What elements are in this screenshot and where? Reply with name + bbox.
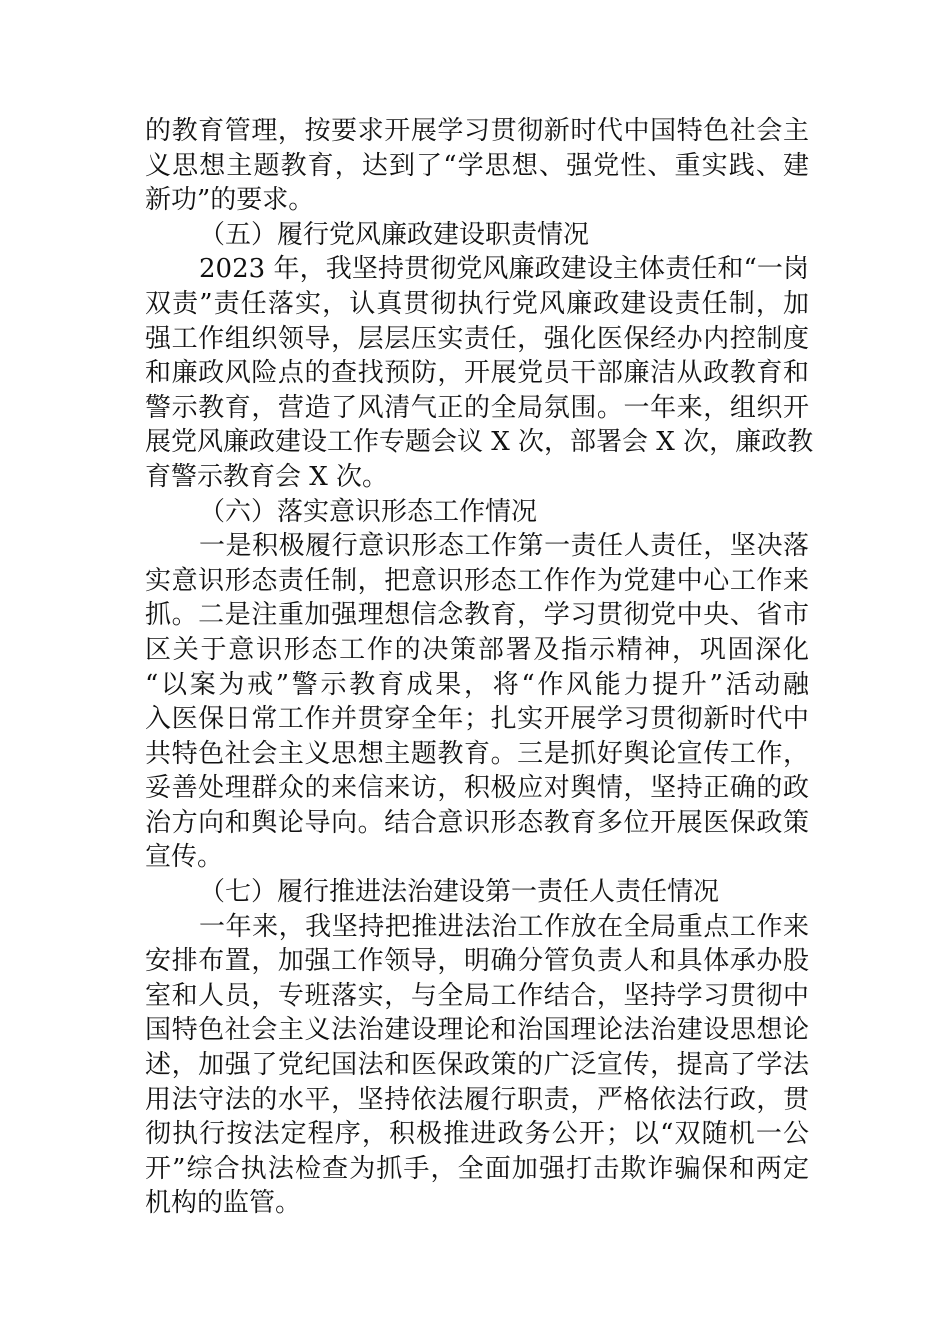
text-line: 抓。二是注重加强理想信念教育，学习贯彻党中央、省市 xyxy=(145,600,809,631)
text-line: 机构的监管。 xyxy=(145,1188,302,1219)
document-page xyxy=(145,114,814,1221)
text-line: “以案为戒”警示教育成果，将“作风能力提升”活动融 xyxy=(145,669,809,700)
text-line: 入医保日常工作并贯穿全年；扎实开展学习贯彻新时代中 xyxy=(145,704,809,735)
text-line: 双责”责任落实，认真贯彻执行党风廉政建设责任制，加 xyxy=(145,288,809,319)
text-line: 展党风廉政建设工作专题会议 X 次，部署会 X 次，廉政教 xyxy=(145,427,814,458)
section-heading: （七）履行推进法治建设第一责任人责任情况 xyxy=(199,877,720,908)
text-line: 妥善处理群众的来信来访，积极应对舆情，坚持正确的政 xyxy=(145,773,809,804)
text-line: 一年来，我坚持把推进法治工作放在全局重点工作来 xyxy=(199,911,809,942)
text-line: 室和人员，专班落实，与全局工作结合，坚持学习贯彻中 xyxy=(145,980,809,1011)
text-line: 区关于意识形态工作的决策部署及指示精神，巩固深化 xyxy=(145,634,809,665)
text-line: 彻执行按法定程序，积极推进政务公开；以“双随机一公 xyxy=(145,1119,809,1150)
text-line: 治方向和舆论导向。结合意识形态教育多位开展医保政策 xyxy=(145,807,809,838)
text-line: 新功”的要求。 xyxy=(145,185,315,216)
text-line: 义思想主题教育，达到了“学思想、强党性、重实践、建 xyxy=(145,150,809,181)
text-line: 2023 年，我坚持贯彻党风廉政建设主体责任和“一岗 xyxy=(199,254,809,285)
text-line: 共特色社会主义思想主题教育。三是抓好舆论宣传工作， xyxy=(145,738,809,769)
text-line: 一是积极履行意识形态工作第一责任人责任，坚决落 xyxy=(199,531,809,562)
text-line: 强工作组织领导，层层压实责任，强化医保经办内控制度 xyxy=(145,323,809,354)
text-line: 用法守法的水平，坚持依法履行职责，严格依法行政，贯 xyxy=(145,1084,809,1115)
text-line: 实意识形态责任制，把意识形态工作作为党建中心工作来 xyxy=(145,565,809,596)
section-heading: （五）履行党风廉政建设职责情况 xyxy=(199,219,590,250)
text-line: 和廉政风险点的查找预防，开展党员干部廉洁从政教育和 xyxy=(145,358,809,389)
text-line: 国特色社会主义法治建设理论和治国理论法治建设思想论 xyxy=(145,1015,809,1046)
text-line: 宣传。 xyxy=(145,842,224,873)
section-heading: （六）落实意识形态工作情况 xyxy=(199,496,538,527)
text-line: 安排布置，加强工作领导，明确分管负责人和具体承办股 xyxy=(145,946,809,977)
text-line: 述，加强了党纪国法和医保政策的广泛宣传，提高了学法 xyxy=(145,1050,809,1081)
text-line: 育警示教育会 X 次。 xyxy=(145,461,389,492)
text-line: 开”综合执法检查为抓手，全面加强打击欺诈骗保和两定 xyxy=(145,1153,809,1184)
text-line: 警示教育，营造了风清气正的全局氛围。一年来，组织开 xyxy=(145,392,809,423)
text-line: 的教育管理，按要求开展学习贯彻新时代中国特色社会主 xyxy=(145,116,809,146)
